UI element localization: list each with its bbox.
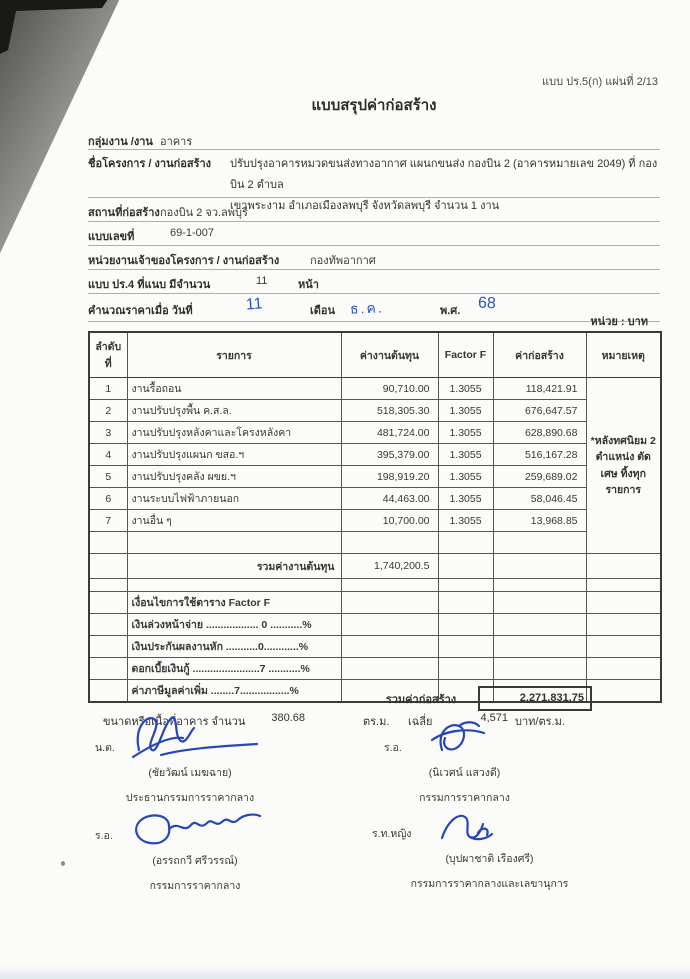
form-code: แบบ ปร.5(ก) แผ่นที่ 2/13	[542, 76, 658, 88]
row-item: งานปรับปรุงคลัง ผขย.ฯ	[127, 466, 341, 488]
empty-cell	[493, 658, 586, 680]
group-label: กลุ่มงาน /งาน	[88, 136, 153, 148]
empty-cell	[438, 554, 493, 579]
signatory-name-2: (นิเวศน์ แสวงดี)	[428, 767, 501, 779]
table-row	[89, 444, 661, 466]
project-value-line1: ปรับปรุงอาคารหมวดขนส่งทางอากาศ แผนกขนส่ง กองบิน 2 (อาคารหมายเลข 2049) ที่ กองบิน 2 ตำบล	[230, 158, 658, 191]
condition-row	[89, 636, 661, 658]
empty-cell	[493, 579, 586, 592]
owner-value: กองทัพอากาศ	[310, 255, 376, 267]
row-factor: 1.3055	[438, 466, 493, 488]
attachment-count: 11	[256, 275, 268, 287]
row-item: งานปรับปรุงแผนก ขสอ.ฯ	[127, 444, 341, 466]
empty-cell	[89, 636, 127, 658]
row-total: 516,167.28	[493, 444, 586, 466]
project-label: ชื่อโครงการ / งานก่อสร้าง	[88, 158, 212, 170]
signature-block-3	[95, 812, 295, 894]
spacer-row	[89, 579, 661, 592]
paper-speck	[61, 861, 65, 866]
signatory-title-1: ประธานกรรมการราคากลาง	[125, 792, 255, 804]
attachment-label: แบบ ปร.4 ที่แนบ มีจำนวน	[88, 279, 211, 291]
form-row-attachment	[88, 270, 660, 294]
table-row	[89, 488, 661, 510]
empty-cell	[493, 636, 586, 658]
header-total: ค่าก่อสร้าง	[493, 332, 586, 378]
subtotal-label: รวมค่างานต้นทุน	[127, 554, 341, 579]
row-total: 13,968.85	[493, 510, 586, 532]
conditions-title-row	[89, 592, 661, 614]
empty-cell	[493, 554, 586, 579]
table-row	[89, 422, 661, 444]
row-item: งานปรับปรุงหลังคาและโครงหลังคา	[127, 422, 341, 444]
row-no: 3	[89, 422, 127, 444]
row-cost: 518,305.30	[341, 400, 438, 422]
drawing-no-value: 69-1-007	[170, 227, 215, 239]
form-row-drawing-no	[88, 222, 660, 246]
row-cost: 395,379.00	[341, 444, 438, 466]
row-item: งานปรับปรุงพื้น ค.ส.ล.	[127, 400, 341, 422]
row-no: 4	[89, 444, 127, 466]
average-value: 4,571	[480, 712, 508, 724]
rank-label-4: ร.ท.หญิง	[372, 828, 412, 840]
signature-ink-4	[434, 806, 498, 846]
table-row	[89, 400, 661, 422]
table-header-row	[89, 332, 661, 378]
grand-total-row	[88, 686, 660, 712]
header-cost: ค่างานต้นทุน	[341, 332, 438, 378]
drawing-no-label: แบบเลขที่	[88, 231, 135, 243]
header-remark: หมายเหตุ	[586, 332, 661, 378]
empty-cell	[89, 532, 127, 554]
signatory-name-1: (ชัยวัฒน์ เมฆฉาย)	[148, 767, 232, 779]
area-unit: ตร.ม.	[363, 716, 390, 728]
row-factor: 1.3055	[438, 510, 493, 532]
condition-row	[89, 614, 661, 636]
row-total: 259,689.02	[493, 466, 586, 488]
form-row-calc-date	[88, 294, 660, 322]
row-total: 118,421.91	[493, 378, 586, 400]
remark-cell: *หลังทศนิยม 2 ตำแหน่ง ตัดเศษ ทิ้งทุกรายการ	[586, 378, 661, 554]
form-row-owner	[88, 246, 660, 270]
handwritten-day: 11	[245, 295, 264, 314]
rank-label-2: ร.อ.	[384, 742, 402, 754]
table-row	[89, 510, 661, 532]
month-label: เดือน	[310, 305, 336, 317]
empty-cell	[586, 636, 661, 658]
empty-cell	[89, 658, 127, 680]
empty-cell	[341, 658, 438, 680]
empty-row	[89, 532, 661, 554]
row-total: 58,046.45	[493, 488, 586, 510]
row-cost: 90,710.00	[341, 378, 438, 400]
signature-block-4	[372, 810, 607, 892]
group-value: อาคาร	[160, 136, 193, 148]
row-no: 7	[89, 510, 127, 532]
empty-cell	[341, 614, 438, 636]
row-total: 676,647.57	[493, 400, 586, 422]
condition-row	[89, 658, 661, 680]
row-item: งานอื่น ๆ	[127, 510, 341, 532]
empty-cell	[493, 532, 586, 554]
condition-text: เงินล่วงหน้าจ่าย .................. 0 ...........%	[127, 614, 341, 636]
row-no: 6	[89, 488, 127, 510]
signature-line-1	[95, 718, 285, 760]
cost-summary-table	[88, 331, 662, 703]
signature-line-4	[372, 810, 607, 846]
signature-line-2	[372, 718, 557, 760]
empty-cell	[89, 614, 127, 636]
rank-label-3: ร.อ.	[95, 830, 113, 842]
empty-cell	[586, 579, 661, 592]
empty-cell	[586, 554, 661, 579]
signatory-title-4: กรรมการราคากลางและเลขานุการ	[410, 878, 569, 890]
signature-block-1	[95, 718, 285, 806]
row-factor: 1.3055	[438, 422, 493, 444]
empty-cell	[341, 636, 438, 658]
empty-cell	[586, 592, 661, 614]
signature-block-2	[372, 718, 557, 806]
signature-ink-3	[129, 808, 269, 848]
empty-cell	[438, 532, 493, 554]
owner-label: หน่วยงานเจ้าของโครงการ / งานก่อสร้าง	[88, 255, 280, 267]
row-cost: 10,700.00	[341, 510, 438, 532]
unit-note: หน่วย : บาท	[590, 316, 648, 328]
handwritten-year: 68	[477, 294, 497, 313]
empty-cell	[438, 614, 493, 636]
condition-text: เงินประกันผลงานหัก ...........0............%	[127, 636, 341, 658]
empty-cell	[438, 579, 493, 592]
condition-text: ค่าภาษีมูลค่าเพิ่ม ........7.................%	[127, 680, 341, 703]
row-no: 1	[89, 378, 127, 400]
empty-cell	[127, 532, 341, 554]
signatory-name-4: (บุปผาชาติ เรืองศรี)	[445, 853, 534, 865]
row-factor: 1.3055	[438, 444, 493, 466]
signature-line-3	[95, 812, 295, 848]
empty-cell	[493, 592, 586, 614]
row-item: งานรื้อถอน	[127, 378, 341, 400]
signatory-title-3: กรรมการราคากลาง	[149, 880, 241, 892]
location-label: สถานที่ก่อสร้าง	[88, 207, 160, 219]
table-row	[89, 466, 661, 488]
signatory-title-2: กรรมการราคากลาง	[419, 792, 510, 804]
row-no: 2	[89, 400, 127, 422]
row-cost: 44,463.00	[341, 488, 438, 510]
attachment-unit: หน้า	[298, 279, 319, 291]
row-cost: 198,919.20	[341, 466, 438, 488]
empty-cell	[438, 636, 493, 658]
row-cost: 481,724.00	[341, 422, 438, 444]
empty-cell	[341, 579, 438, 592]
average-label: เฉลี่ย	[408, 716, 433, 728]
handwritten-month: ธ.ค.	[349, 299, 384, 317]
row-item: งานระบบไฟฟ้าภายนอก	[127, 488, 341, 510]
page-title: แบบสรุปค่าก่อสร้าง	[311, 97, 437, 114]
row-total: 628,890.68	[493, 422, 586, 444]
form-row-project	[88, 150, 660, 212]
form-row-location	[88, 198, 660, 222]
area-value: 380.68	[271, 712, 305, 724]
signature-ink-2	[422, 716, 492, 760]
project-value-line2: เขาพระงาม อำเภอเมืองลพบุรี จังหวัดลพบุรี จำนวน 1 งาน	[230, 200, 500, 212]
grand-total-value-box	[478, 686, 592, 711]
form-section	[88, 130, 660, 322]
empty-cell	[493, 614, 586, 636]
empty-cell	[586, 614, 661, 636]
empty-cell	[127, 579, 341, 592]
row-factor: 1.3055	[438, 400, 493, 422]
empty-cell	[89, 554, 127, 579]
empty-cell	[438, 592, 493, 614]
cost-table-body	[89, 378, 661, 703]
subtotal-value: 1,740,200.5	[341, 554, 438, 579]
empty-cell	[89, 592, 127, 614]
empty-cell	[438, 658, 493, 680]
empty-cell	[341, 532, 438, 554]
row-factor: 1.3055	[438, 488, 493, 510]
area-label: ขนาดหรือเนื้อที่อาคาร จำนวน	[103, 716, 246, 728]
average-unit: บาท/ตร.ม.	[515, 716, 565, 728]
header-item: รายการ	[127, 332, 341, 378]
subtotal-row	[89, 554, 661, 579]
location-value: กองบิน 2 จว.ลพบุรี	[160, 207, 248, 219]
grand-total-label: รวมค่าก่อสร้าง	[385, 694, 457, 706]
rank-label-1: น.ต.	[95, 742, 115, 754]
scan-bottom-shadow	[0, 965, 690, 979]
table-row	[89, 378, 661, 400]
condition-text: ดอกเบี้ยเงินกู้ .......................7 ...........%	[127, 658, 341, 680]
era-label: พ.ศ.	[440, 305, 461, 317]
signature-ink-1	[125, 710, 265, 760]
header-no: ลำดับที่	[89, 332, 127, 378]
empty-cell	[89, 579, 127, 592]
form-row-group	[88, 130, 660, 150]
signatory-name-3: (อรรถกวี ศรีวรรณ์)	[152, 855, 238, 867]
header-factor: Factor F	[438, 332, 493, 378]
conditions-title: เงื่อนไขการใช้ตาราง Factor F	[127, 592, 341, 614]
empty-cell	[341, 592, 438, 614]
row-factor: 1.3055	[438, 378, 493, 400]
row-no: 5	[89, 466, 127, 488]
calc-date-label: คำนวณราคาเมื่อ วันที่	[88, 305, 193, 317]
grand-total-value: 2,271,831.75	[519, 692, 584, 704]
empty-cell	[586, 658, 661, 680]
